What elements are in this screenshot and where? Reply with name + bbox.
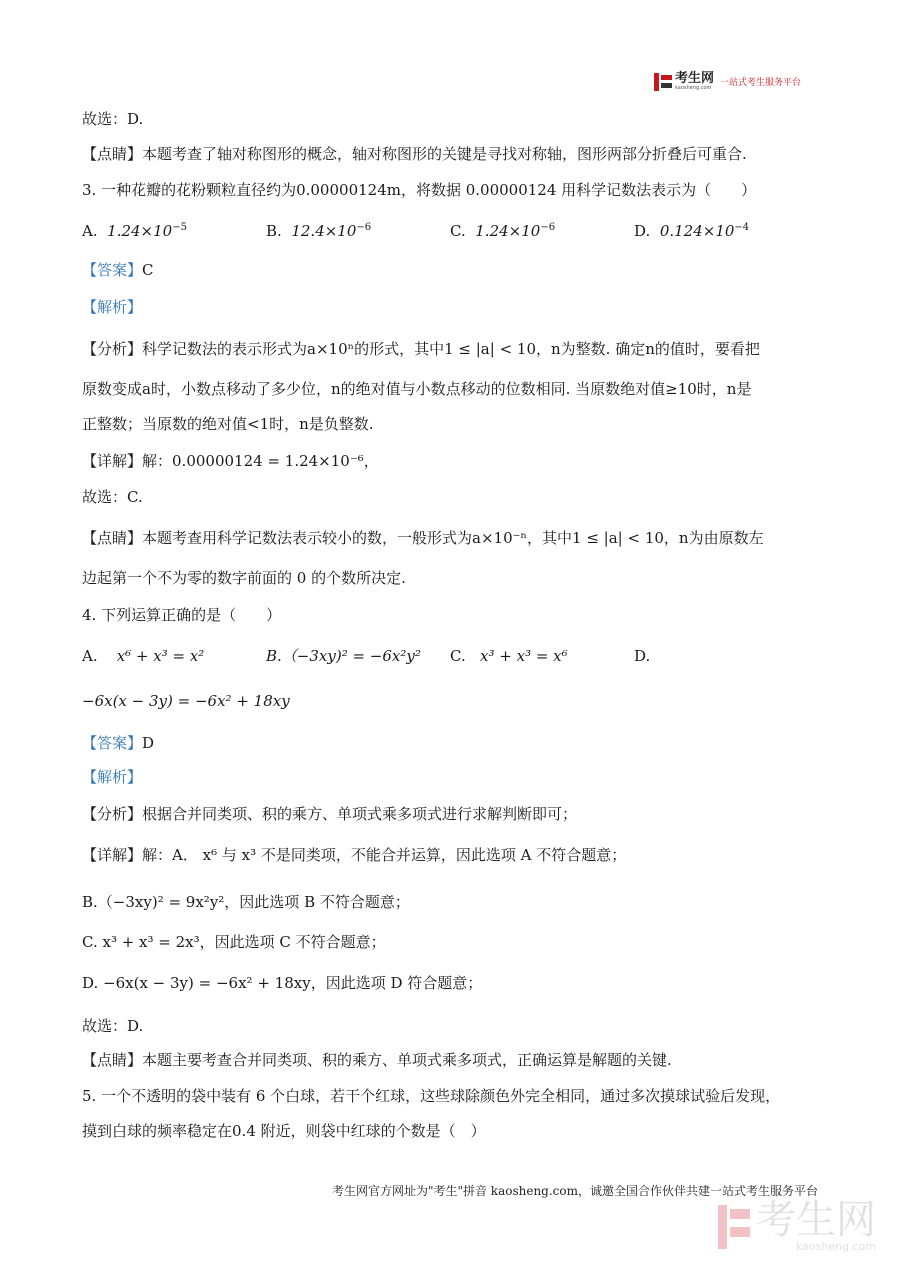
logo-url: kaosheng.com [675, 85, 712, 91]
q5-stem-1: 5. 一个不透明的袋中装有 6 个白球，若干个红球，这些球除颜色外完全相同，通过多次摸球试验后发现， [82, 1087, 781, 1105]
kaosheng-logo [654, 72, 801, 91]
q3-option-d: D. $0.124\times 10^{-4}$ [634, 222, 750, 240]
q3-fenxi-2: 原数变成a时，小数点移动了多少位，n的绝对值与小数点移动的位数相同. 当原数绝对值≥10时，n是 [82, 380, 752, 398]
q3-fenxi-1: 【分析】科学记数法的表示形式为a×10ⁿ的形式，其中1 ≤ |a| < 10，n为整数. 确定n的值时，要看把 [82, 340, 760, 358]
answer-value: C [142, 261, 154, 279]
q4-answer: 【答案】D [82, 734, 155, 752]
q4-option-d-label: D. [634, 647, 651, 665]
q4-xiangjie-c: C. x³ + x³ = 2x³，因此选项 C 不符合题意； [82, 933, 386, 951]
q3-dianjing-1: 【点睛】本题考查用科学记数法表示较小的数，一般形式为a×10⁻ⁿ，其中1 ≤ |a| < 10，n为由原数左 [82, 529, 764, 547]
q4-jiexi: 【解析】 [82, 768, 143, 786]
dianjing-text: 本题考查了轴对称图形的概念，轴对称图形的关键是寻找对称轴，图形两部分折叠后可重合. [142, 145, 747, 163]
answer-tag: 【答案】 [82, 261, 143, 279]
q4-xiangjie-b: B.（−3xy)² = 9x²y²，因此选项 B 不符合题意； [82, 893, 410, 911]
q4-fenxi: 【分析】根据合并同类项、积的乘方、单项式乘多项式进行求解判断即可； [82, 805, 578, 823]
q4-xiangjie-a: 【详解】解：A． x⁶ 与 x³ 不是同类项，不能合并运算，因此选项 A 不符合题意； [82, 846, 627, 864]
q2-conclusion: 故选：D. [82, 110, 144, 128]
q3-option-a: A. $1.24\times 10^{-5}$ [82, 222, 187, 240]
kaosheng-logo-icon [654, 73, 672, 91]
q3-stem: 3. 一种花瓣的花粉颗粒直径约为0.00000124m，将数据 0.00000124 用科学记数法表示为（ ） [82, 181, 757, 199]
q3-dianjing-2: 边起第一个不为零的数字前面的 0 的个数所决定. [82, 569, 406, 587]
logo-tagline: 一站式考生服务平台 [720, 78, 802, 88]
q3-option-b: B. $12.4\times 10^{-6}$ [266, 222, 372, 240]
watermark-url: kaosheng.com [795, 1240, 876, 1253]
q3-conclusion: 故选：C. [82, 488, 143, 506]
watermark-name: 考生网 [756, 1197, 876, 1243]
watermark-icon [718, 1205, 750, 1249]
q3-fenxi-3: 正整数；当原数的绝对值<1时，n是负整数. [82, 415, 374, 433]
q3-answer [82, 263, 154, 278]
q4-dianjing: 【点睛】本题主要考查合并同类项、积的乘方、单项式乘多项式，正确运算是解题的关键. [82, 1051, 672, 1069]
q4-option-c: C. x³ + x³ = x⁶ [450, 647, 568, 665]
kaosheng-watermark [718, 1197, 876, 1253]
q4-stem: 4. 下列运算正确的是（ ） [82, 606, 282, 624]
q4-xiangjie-d: D. −6x(x − 3y) = −6x² + 18xy，因此选项 D 符合题意； [82, 974, 483, 992]
q4-conclusion: 故选：D. [82, 1017, 144, 1035]
q5-stem-2: 摸到白球的频率稳定在0.4 附近，则袋中红球的个数是（ ） [82, 1122, 486, 1140]
q3-xiangjie: 【详解】解：0.00000124 = 1.24×10⁻⁶， [82, 452, 379, 470]
q4-option-b: B.（−3xy)² = −6x²y² [266, 647, 421, 665]
footer-text: 考生网官方网址为"考生"拼音 kaosheng.com，诚邀全国合作伙伴共建一站式考生服务平台 [331, 1184, 818, 1198]
q2-dianjing [82, 147, 747, 162]
q3-option-c: C. $1.24\times 10^{-6}$ [450, 222, 556, 240]
q4-option-a: A. x⁶ + x³ = x² [82, 647, 205, 665]
q4-option-d: −6x(x − 3y) = −6x² + 18xy [82, 692, 290, 710]
dianjing-tag: 【点睛】 [82, 145, 143, 163]
q3-jiexi: 【解析】 [82, 298, 143, 316]
logo-name: 考生网 [675, 71, 715, 86]
